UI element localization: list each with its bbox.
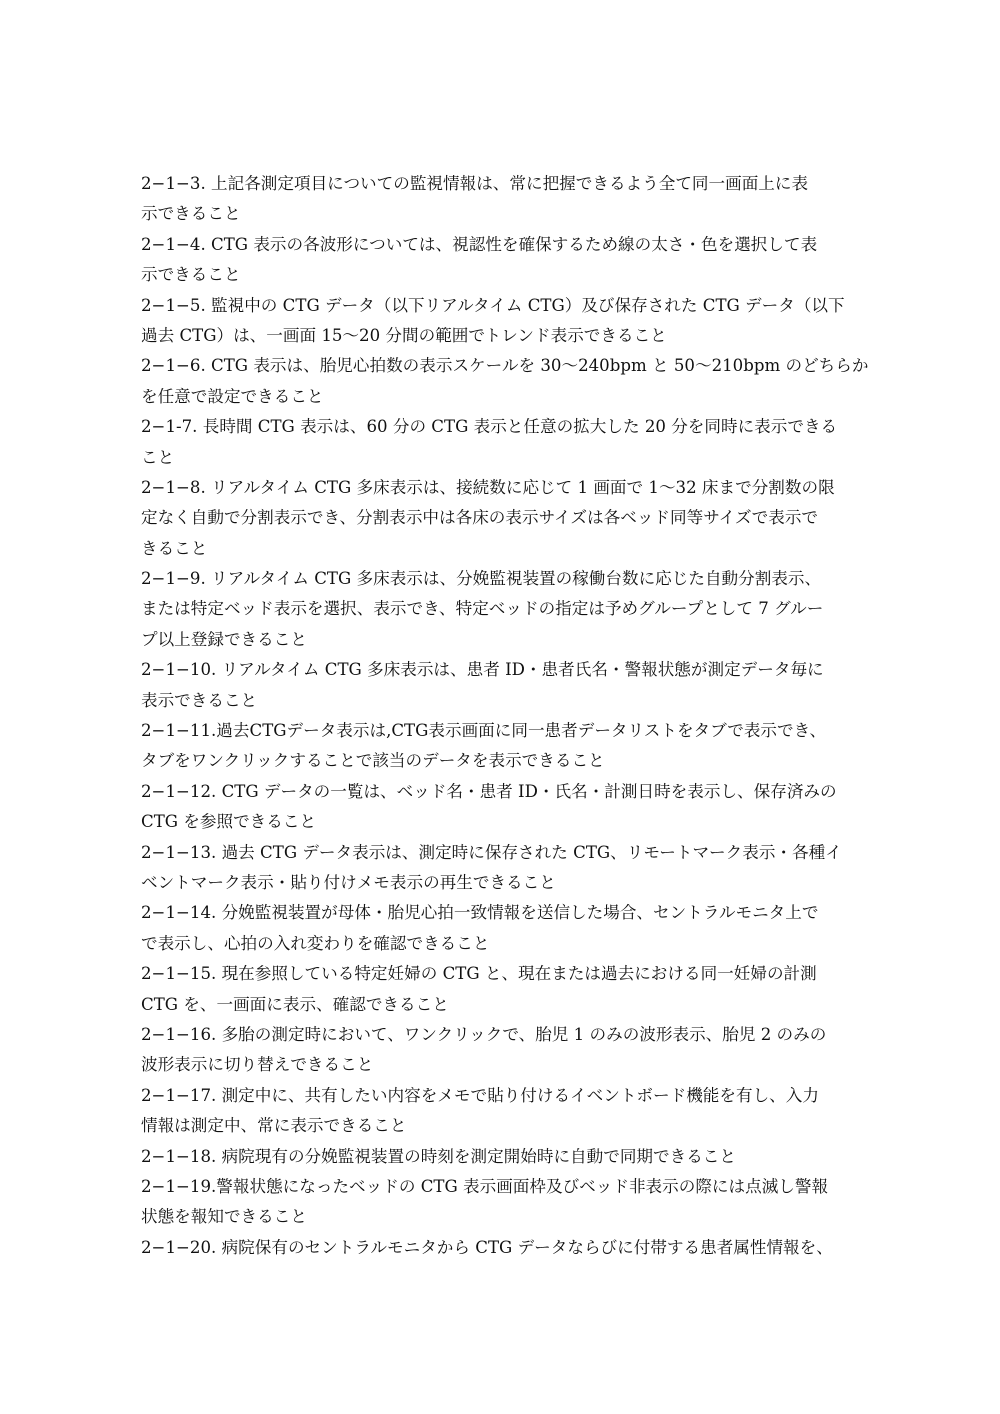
text-line: を任意で設定できること <box>141 386 324 406</box>
requirement-2-1-18 <box>141 1142 895 1172</box>
text-line: 状態を報知できること <box>141 1207 307 1227</box>
text-line: 示できること <box>141 204 241 224</box>
text-line: 2−1−3. 上記各測定項目についての監視情報は、常に把握できるよう全て同一画面上に表 <box>141 174 809 193</box>
requirement-2-1-12 <box>141 777 895 838</box>
text-line: 2−1−16. 多胎の測定時において、ワンクリックで、胎児 1 のみの波形表示、胎児 2 のみの <box>141 1024 827 1044</box>
requirement-2-1-4 <box>141 230 895 291</box>
text-line: 2−1−9. リアルタイム CTG 多床表示は、分娩監視装置の稼働台数に応じた自動分割表示、 <box>141 569 822 589</box>
requirement-2-1-6 <box>141 351 895 412</box>
requirement-2-1-10 <box>141 655 895 716</box>
requirement-2-1-3 <box>141 169 895 230</box>
text-line: プ以上登録できること <box>141 629 307 649</box>
requirement-2-1-15 <box>141 959 895 1020</box>
text-line: 2−1−6. CTG 表示は、胎児心拍数の表示スケールを 30〜240bpm と 50〜210bpm のどちらか <box>141 356 869 376</box>
text-line: 2−1−18. 病院現有の分娩監視装置の時刻を測定開始時に自動で同期できること <box>141 1146 736 1166</box>
text-line: 2−1−15. 現在参照している特定妊婦の CTG と、現在または過去における同一妊婦の計測 <box>141 964 817 984</box>
text-line: 2−1−5. 監視中の CTG データ（以下リアルタイム CTG）及び保存された CTG データ（以下 <box>141 295 845 315</box>
requirement-2-1-8 <box>141 473 895 564</box>
text-line: CTG を参照できること <box>141 812 317 832</box>
requirement-2-1-13 <box>141 838 895 899</box>
requirement-2-1-17 <box>141 1081 895 1142</box>
text-line: 2−1−12. CTG データの一覧は、ベッド名・患者 ID・氏名・計測日時を表示し、保存済みの <box>141 781 837 801</box>
text-line: タブをワンクリックすることで該当のデータを表示できること <box>141 751 605 771</box>
text-line: 2−1−20. 病院保有のセントラルモニタから CTG データならびに付帯する患者属性情報を、 <box>141 1237 833 1257</box>
text-line: 2−1−4. CTG 表示の各波形については、視認性を確保するため線の太さ・色を選択して表 <box>141 234 818 254</box>
requirement-2-1-14 <box>141 898 895 959</box>
text-line: 2−1−8. リアルタイム CTG 多床表示は、接続数に応じて 1 画面で 1〜32 床まで分割数の限 <box>141 477 835 497</box>
requirement-2-1-9 <box>141 564 895 655</box>
text-line: 2−1−19.警報状態になったベッドの CTG 表示画面枠及びベッド非表示の際には点滅し警報 <box>141 1176 829 1196</box>
text-line: 2−1−17. 測定中に、共有したい内容をメモで貼り付けるイベントボード機能を有し、入力 <box>141 1085 819 1105</box>
text-line: きること <box>141 538 208 558</box>
requirement-2-1-5 <box>141 291 895 352</box>
text-line: で表示し、心拍の入れ変わりを確認できること <box>141 933 490 953</box>
text-line: 2−1‐7. 長時間 CTG 表示は、60 分の CTG 表示と任意の拡大した 20 分を同時に表示できる <box>141 417 838 437</box>
text-line: 2−1−10. リアルタイム CTG 多床表示は、患者 ID・患者氏名・警報状態が測定データ毎に <box>141 660 824 680</box>
text-line: 過去 CTG）は、一画面 15〜20 分間の範囲でトレンド表示できること <box>141 325 667 345</box>
document-body <box>141 169 895 1263</box>
text-line: または特定ベッド表示を選択、表示でき、特定ベッドの指定は予めグループとして 7 グルー <box>141 599 824 619</box>
text-line: 情報は測定中、常に表示できること <box>141 1116 407 1136</box>
requirement-2-1-16 <box>141 1020 895 1081</box>
text-line: 2−1−11.過去CTGデータ表示は,CTG表示画面に同一患者データリストをタブで表示でき、 <box>141 721 827 741</box>
text-line: 波形表示に切り替えできること <box>141 1055 374 1075</box>
requirement-2-1-7 <box>141 412 895 473</box>
text-line: こと <box>141 447 175 467</box>
text-line: 定なく自動で分割表示でき、分割表示中は各床の表示サイズは各ベッド同等サイズで表示で <box>141 508 819 528</box>
text-line: 示できること <box>141 265 241 285</box>
text-line: CTG を、一画面に表示、確認できること <box>141 994 449 1014</box>
requirement-2-1-19 <box>141 1172 895 1233</box>
text-line: 2−1−13. 過去 CTG データ表示は、測定時に保存された CTG、リモートマーク表示・各種イ <box>141 842 842 862</box>
text-line: ベントマーク表示・貼り付けメモ表示の再生できること <box>141 872 556 892</box>
text-line: 表示できること <box>141 690 258 710</box>
requirement-2-1-11 <box>141 716 895 777</box>
text-line: 2−1−14. 分娩監視装置が母体・胎児心拍一致情報を送信した場合、セントラルモニタ上で <box>141 903 819 923</box>
requirement-2-1-20 <box>141 1233 895 1263</box>
